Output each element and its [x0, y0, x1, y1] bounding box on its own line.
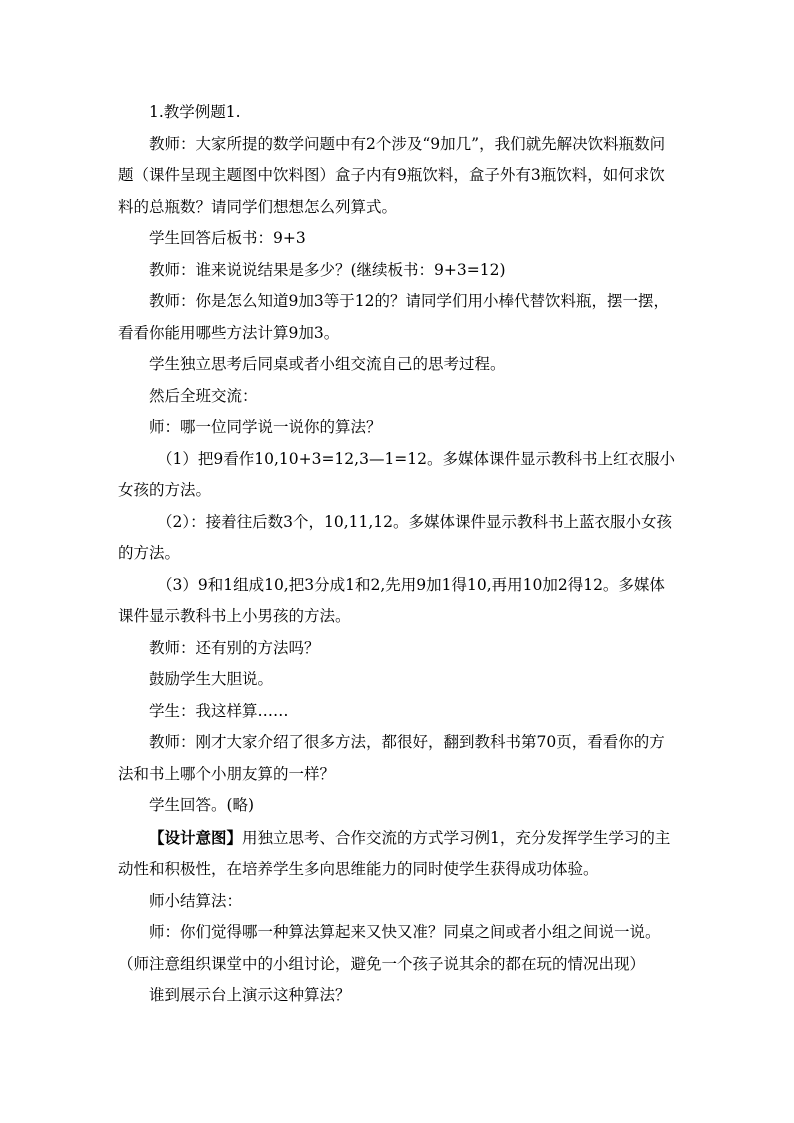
paragraph-design-intent [118, 822, 678, 886]
paragraph-teacher-intro: 教师：大家所提的数学问题中有2个涉及“9加几”，我们就先解决饮料瓶数问题（课件呈现主题图中饮料图）盒子内有9瓶饮料，盒子外有3瓶饮料，如何求饮料的总瓶数？请同学们想想怎么列算式。 [118, 134, 666, 216]
paragraph-example-heading: 1.教学例题1. [149, 103, 241, 121]
paragraph-teacher-sticks: 教师：你是怎么知道9加3等于12的？请同学们用小棒代替饮料瓶，摆一摆，看看你能用哪些方法计算9加3。 [118, 292, 669, 342]
paragraph-other-methods: 教师：还有别的方法吗？ [149, 638, 320, 657]
design-intent-label: 【设计意图】 [149, 827, 243, 847]
design-intent-text: 用独立思考、合作交流的方式学习例1，充分发挥学生学习的主动性和积极性，在培养学生多向思维能力的同时使学生获得成功体验。 [118, 828, 671, 878]
paragraph-student-reply: 学生回答。(略) [149, 796, 255, 814]
paragraph-board-writing: 学生回答后板书：9+3 [149, 229, 306, 247]
paragraph-student-discussion: 学生独立思考后同桌或者小组交流自己的思考过程。 [149, 355, 506, 373]
paragraph-summary-heading: 师小结算法： [149, 891, 243, 910]
paragraph-method-2: （2）：接着往后数3个，10,11,12。多媒体课件显示教科书上蓝衣服小女孩的方法。 [118, 512, 672, 562]
paragraph-teacher-note: （师注意组织课堂中的小组讨论，避免一个孩子说其余的都在玩的情况出现） [118, 954, 646, 973]
paragraph-method-3: （3）9和1组成10,把3分成1和2,先用9加1得10,再用10加2得12。多媒体课件显示教科书上小男孩的方法。 [118, 575, 665, 625]
paragraph-teacher-question: 师：哪一位同学说一说你的算法？ [149, 418, 382, 436]
paragraph-student-answer: 学生：我这样算…… [149, 701, 289, 720]
paragraph-encourage: 鼓励学生大胆说。 [149, 670, 274, 688]
paragraph-teacher-fast-method: 师：你们觉得哪一种算法算起来又快又准？同桌之间或者小组之间说一说。 [149, 923, 661, 941]
paragraph-teacher-result: 教师：谁来说说结果是多少？(继续板书：9+3=12) [149, 260, 506, 279]
document-page [118, 97, 678, 1012]
paragraph-demo-question: 谁到展示台上演示这种算法？ [149, 986, 351, 1004]
paragraph-method-1: （1）把9看作10,10+3=12,3—1=12。多媒体课件显示教科书上红衣服小女孩的方法。 [118, 449, 676, 499]
paragraph-textbook-page: 教师：刚才大家介绍了很多方法，都很好，翻到教科书第70页，看看你的方法和书上哪个小朋友算的一样？ [118, 733, 665, 783]
paragraph-class-exchange: 然后全班交流： [149, 386, 258, 405]
